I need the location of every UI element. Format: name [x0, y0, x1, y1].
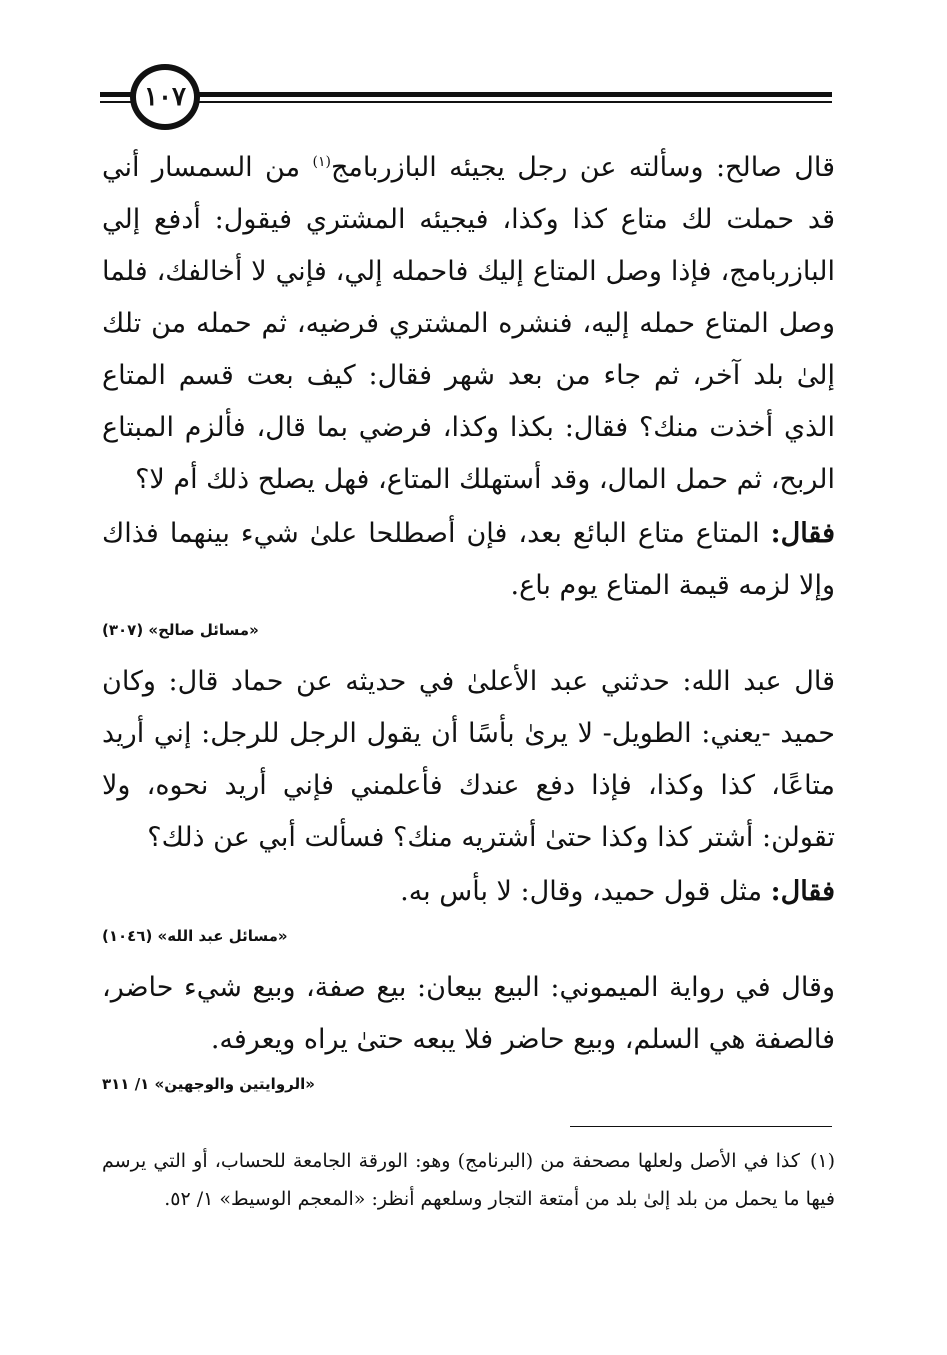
paragraph-text: قال عبد الله: حدثني عبد الأعلىٰ في حديثه عن حماد قال: وكان حميد -يعني: الطويل- لا يرىٰ بأسًا أن يقول الرجل للرجل: إني أريد متاعًا، كذا وكذا، فإذا دفع عندك فأعلمني فإني أريد نحوه، ولا تقولن: أشتر كذا وكذا حتىٰ أشتريه منك؟ فسألت أبي عن ذلك؟ [102, 666, 835, 853]
paragraph-answer-2 [102, 866, 835, 918]
paragraph-maimuni-narration [102, 962, 835, 1066]
source-citation-3: «الروايتين والوجهين» ١/ ٣١١ [102, 1075, 315, 1093]
page-body [102, 140, 835, 1110]
header-rule-thick [100, 92, 832, 97]
footnote-text: كذا في الأصل ولعلها مصحفة من (البرنامج) وهو: الورقة الجامعة للحساب، أو التي يرسم فيها ما يحمل من بلد إلىٰ بلد من أمتعة التجار وسلعهم أنظر: «المعجم الوسيط» ١/ ٥٢. [102, 1150, 835, 1210]
paragraph-saleh-question [102, 142, 835, 506]
paragraph-abdullah-question [102, 656, 835, 864]
paragraph-text: وقال في رواية الميموني: البيع بيعان: بيع صفة، وبيع شيء حاضر، فالصفة هي السلم، وبيع حاضر فلا يبعه حتىٰ يراه ويعرفه. [102, 972, 835, 1055]
answer-lead: فقال: [770, 518, 835, 549]
footnote [102, 1142, 835, 1218]
paragraph-text: المتاع متاع البائع بعد، فإن أصطلحا علىٰ شيء بينهما فذاك وإلا لزمه قيمة المتاع يوم باع. [102, 518, 835, 601]
source-citation-2: «مسائل عبد الله» (١٠٤٦) [102, 927, 288, 945]
header-rule-thin [100, 101, 832, 103]
paragraph-text: قال صالح: وسألته عن رجل يجيئه البازربامج [330, 152, 835, 183]
source-citation-1: «مسائل صالح» (٣٠٧) [102, 621, 259, 639]
paragraph-answer-1 [102, 508, 835, 612]
page-number: ١٠٧ [144, 82, 186, 112]
page-header [100, 62, 832, 134]
footnote-marker[interactable]: (١) [312, 154, 331, 170]
footnote-number: (١) [809, 1150, 835, 1172]
page-number-badge [130, 64, 200, 130]
paragraph-text-continued: من السمسار أني قد حملت لك متاع كذا وكذا، فيجيئه المشتري فيقول: أدفع إلي البازربامج، فإذا وصل المتاع إليك فاحمله إلي، فإني لا أخالفك، فلما وصل المتاع حمله إليه، فنشره المشتري فرضيه، ثم حمله من تلك إلىٰ بلد آخر، ثم جاء من بعد شهر فقال: كيف بعت قسم المتاع الذي أخذت منك؟ فقال: بكذا وكذا، فرضي بما قال، فألزم المبتاع الربح، ثم حمل المال، وقد أستهلك المتاع، فهل يصلح ذلك أم لا؟ [102, 152, 835, 495]
footnote-separator [570, 1126, 832, 1127]
paragraph-text: مثل قول حميد، وقال: لا بأس به. [400, 876, 771, 907]
answer-lead: فقال: [770, 876, 835, 907]
